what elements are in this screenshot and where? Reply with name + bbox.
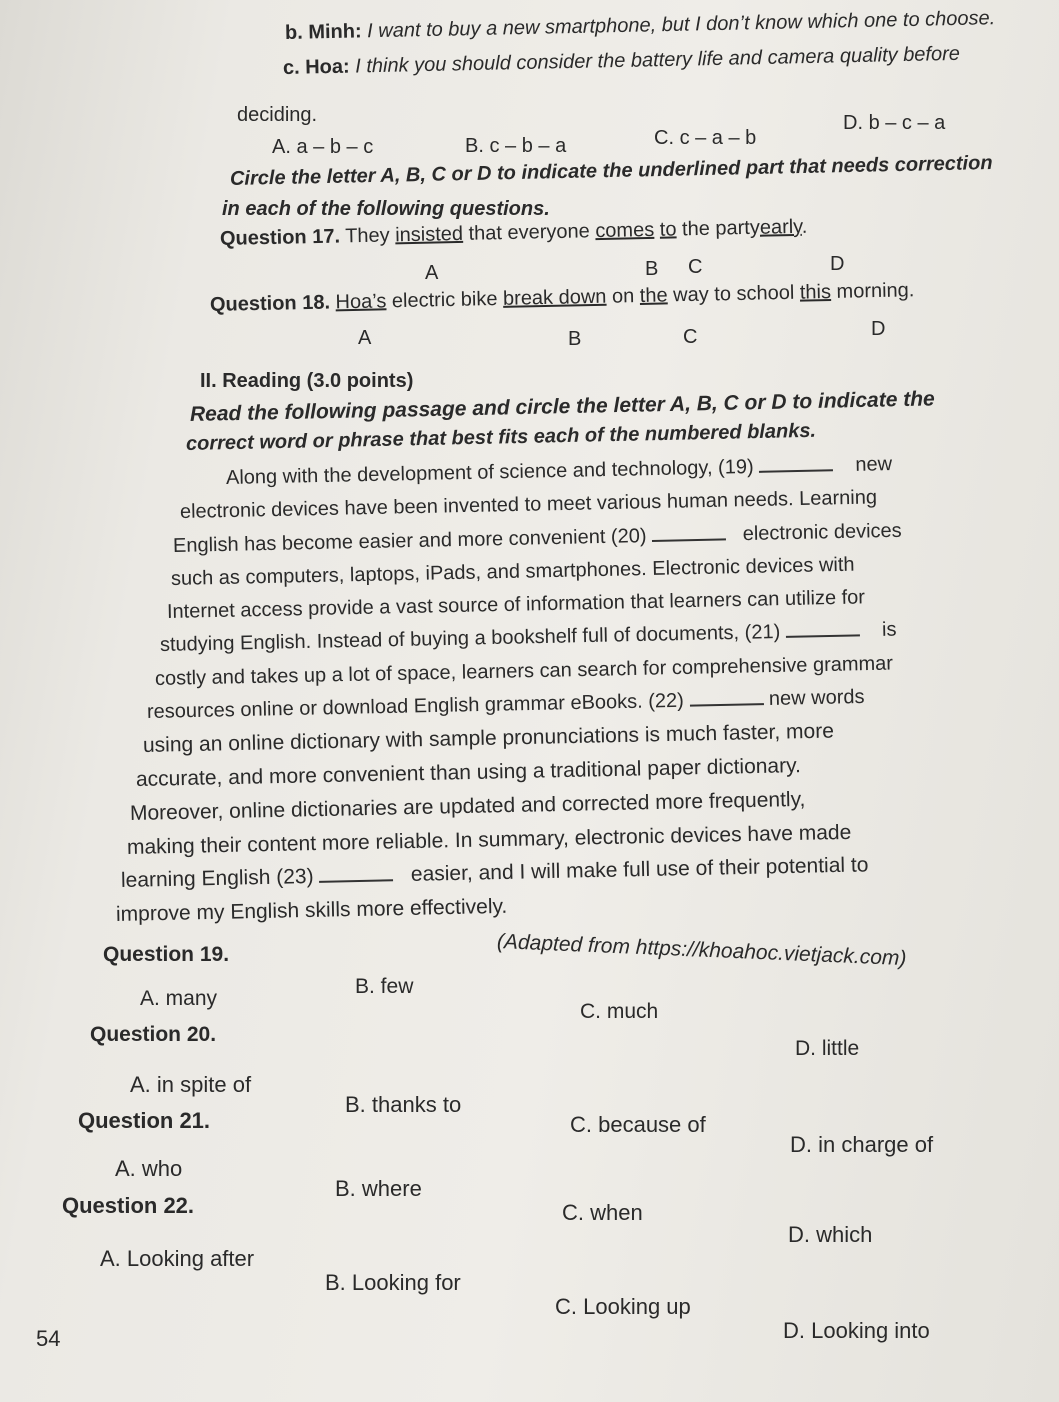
- q19-option-c: C. much: [580, 1000, 659, 1023]
- q17-part-b: comes: [595, 218, 655, 243]
- q17-letter-d: D: [830, 253, 845, 275]
- passage-line-3: English has become easier and more convenient (20) electronic devices: [172, 519, 902, 557]
- correction-instruction-line1: Circle the letter A, B, C or D to indicate the underlined part that needs correction: [229, 152, 993, 190]
- dialogue-text-b: I want to buy a new smartphone, but I don’t know which one to choose.: [366, 7, 996, 43]
- reading-instruction-line1: Read the following passage and circle the letter A, B, C or D to indicate the: [189, 387, 935, 426]
- q16-option-d: D. b – c – a: [843, 112, 946, 134]
- q17-letter-b: B: [645, 258, 659, 280]
- dialogue-line-b: [285, 7, 996, 45]
- passage-line-5: Internet access provide a vast source of information that learners can utilize for: [166, 586, 866, 623]
- passage-line-13: learning English (23) easier, and I will make full use of their potential to: [120, 853, 869, 892]
- q20-option-c: C. because of: [570, 1112, 706, 1137]
- q19-option-b: B. few: [355, 975, 414, 998]
- dialogue-line-c-cont: deciding.: [237, 104, 318, 126]
- q22-option-a: A. Looking after: [100, 1246, 255, 1271]
- q18-letter-a: A: [358, 327, 372, 349]
- blank-20: [652, 537, 726, 542]
- q22-option-d: D. Looking into: [783, 1318, 930, 1343]
- q20-option-b: B. thanks to: [345, 1092, 462, 1117]
- passage-line-2: electronic devices have been invented to meet various human needs. Learning: [179, 486, 878, 523]
- question-17: Question 17. They insisted that everyone comes to the partyearly.: [219, 215, 808, 250]
- passage-line-12: making their content more reliable. In summary, electronic devices have made: [126, 820, 852, 859]
- reading-instruction-line2: correct word or phrase that best fits each of the numbered blanks.: [185, 419, 817, 455]
- passage-line-1: Along with the development of science and technology, (19) new: [225, 453, 893, 489]
- correction-instruction-line2: in each of the following questions.: [222, 198, 550, 220]
- passage-line-4: such as computers, laptops, iPads, and smartphones. Electronic devices with: [170, 553, 855, 590]
- passage-line-6: studying English. Instead of buying a bookshelf full of documents, (21) is: [159, 618, 897, 656]
- q17-part-a: insisted: [394, 222, 464, 247]
- blank-23: [319, 878, 393, 883]
- dialogue-text-c: I think you should consider the battery life and camera quality before: [354, 42, 961, 78]
- passage-line-14: improve my English skills more effectively.: [115, 894, 508, 926]
- q20-label: Question 20.: [90, 1023, 217, 1046]
- passage-line-10: accurate, and more convenient than using a traditional paper dictionary.: [135, 754, 802, 791]
- q21-label: Question 21.: [78, 1108, 211, 1133]
- q17-letter-a: A: [425, 262, 439, 284]
- question-18: Question 18. Hoa’s electric bike break down on the way to school this morning.: [209, 279, 915, 316]
- q17-part-d: early: [759, 215, 802, 239]
- q17-label: Question 17.: [219, 225, 341, 250]
- q18-part-c: the: [639, 284, 668, 307]
- q19-label: Question 19.: [103, 943, 230, 966]
- q20-option-a: A. in spite of: [130, 1072, 252, 1097]
- blank-19: [759, 468, 833, 473]
- q18-label: Question 18.: [209, 291, 331, 316]
- q18-letter-d: D: [871, 318, 886, 340]
- passage-source: (Adapted from https://khoahoc.vietjack.com): [496, 930, 907, 971]
- speaker-minh: b. Minh:: [284, 20, 362, 44]
- q17-letter-c: C: [688, 256, 703, 278]
- q22-option-c: C. Looking up: [555, 1294, 691, 1319]
- q18-letter-c: C: [683, 326, 698, 348]
- q19-option-a: A. many: [140, 987, 218, 1010]
- q22-label: Question 22.: [62, 1193, 195, 1218]
- dialogue-line-c: [283, 43, 960, 80]
- q18-letter-b: B: [568, 328, 582, 350]
- passage-line-9: using an online dictionary with sample pronunciations is much faster, more: [142, 719, 835, 757]
- speaker-hoa: c. Hoa:: [282, 55, 350, 79]
- q21-option-b: B. where: [335, 1176, 422, 1201]
- q20-option-d: D. in charge of: [790, 1132, 934, 1157]
- q17-part-c: to: [659, 218, 677, 241]
- passage-line-11: Moreover, online dictionaries are updated and corrected more frequently,: [129, 787, 806, 825]
- q21-option-c: C. when: [562, 1200, 643, 1225]
- page-number: 54: [36, 1326, 61, 1351]
- q16-option-b: B. c – b – a: [465, 135, 567, 157]
- q16-option-c: C. c – a – b: [654, 127, 757, 149]
- passage-line-7: costly and takes up a lot of space, learners can search for comprehensive grammar: [154, 652, 894, 690]
- blank-21: [786, 633, 860, 638]
- q18-part-a: Hoa’s: [335, 290, 387, 314]
- reading-heading: II. Reading (3.0 points): [200, 370, 414, 392]
- q21-option-d: D. which: [788, 1222, 873, 1247]
- q22-option-b: B. Looking for: [325, 1270, 461, 1295]
- blank-22: [689, 702, 763, 707]
- q18-part-b: break down: [502, 285, 607, 310]
- q18-part-d: this: [799, 280, 832, 304]
- q21-option-a: A. who: [115, 1156, 183, 1181]
- q16-option-a: A. a – b – c: [272, 136, 374, 158]
- q19-option-d: D. little: [795, 1037, 860, 1060]
- passage-line-8: resources online or download English grammar eBooks. (22) new words: [146, 685, 865, 723]
